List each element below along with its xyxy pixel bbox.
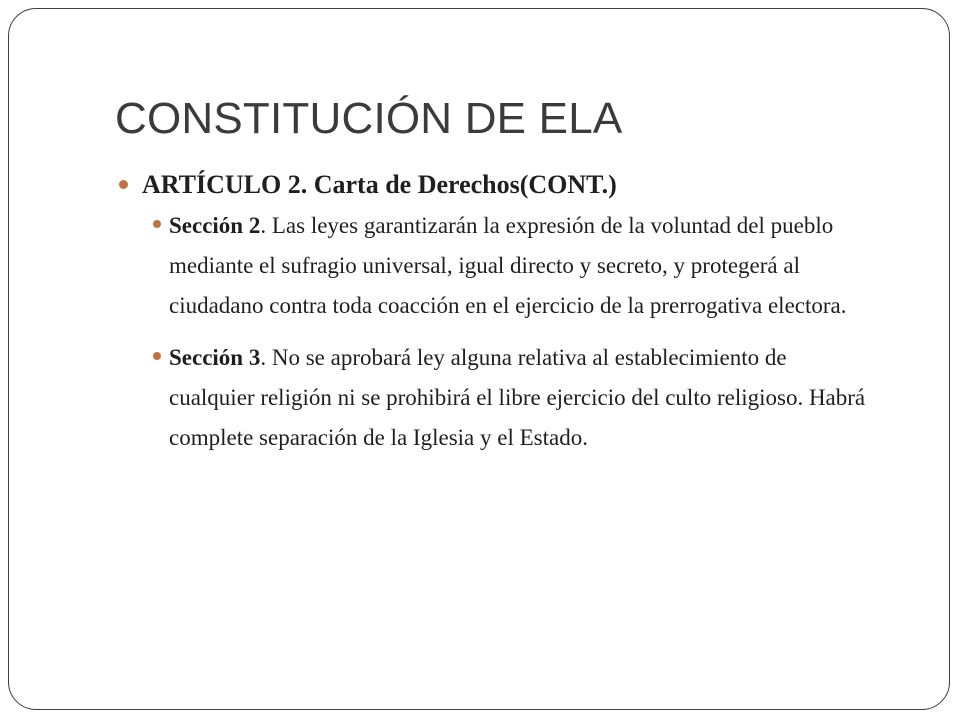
bullet-seccion-3	[153, 338, 874, 458]
bullet-dot-icon	[119, 180, 128, 189]
articulo-heading: ARTÍCULO 2. Carta de Derechos(CONT.)	[142, 170, 617, 199]
bullet-seccion-2	[153, 206, 874, 326]
seccion-3-label: Sección 3	[169, 345, 261, 370]
seccion-2-text: . Las leyes garantizarán la expresión de la voluntad del pueblo mediante el sufragio universal, igual directo y secreto, y protegerá al ciudadano contra toda coacción en el ejercicio de la prerrogativa electora.	[169, 213, 847, 318]
bullet-dot-icon	[153, 220, 161, 228]
bullet-dot-icon	[153, 352, 161, 360]
slide-content	[119, 165, 899, 458]
bullet-articulo-2	[119, 165, 899, 205]
seccion-3-text: . No se aprobará ley alguna relativa al establecimiento de cualquier religión ni se prohibirá el libre ejercicio del culto religioso. Habrá complete separación de la Iglesia y el Estado.	[169, 345, 866, 450]
slide-frame	[8, 8, 950, 710]
slide-title: CONSTITUCIÓN DE ELA	[115, 94, 623, 143]
seccion-2-label: Sección 2	[169, 213, 261, 238]
